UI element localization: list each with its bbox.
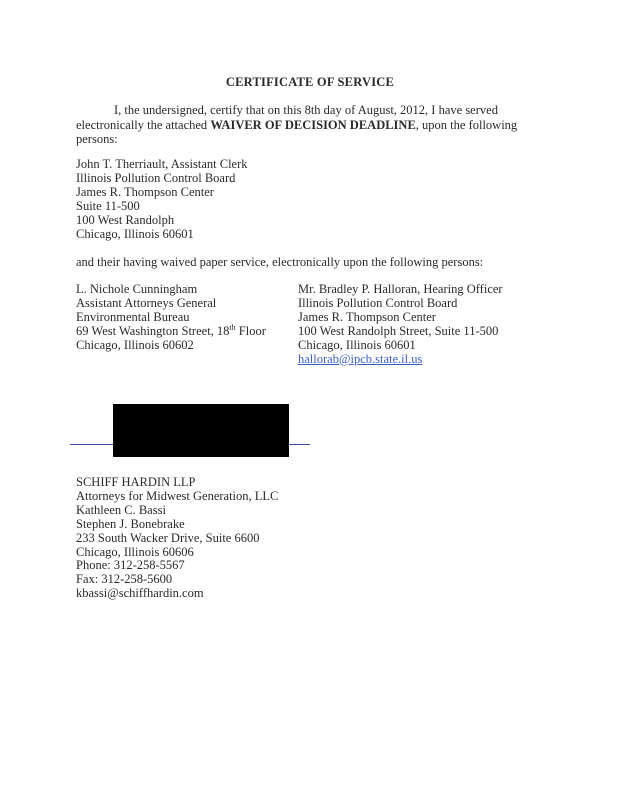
address-line: 100 West Randolph (76, 212, 175, 227)
right-recipient-address (298, 283, 503, 366)
address-line: Mr. Bradley P. Halloran, Hearing Officer (298, 282, 503, 296)
firm-name: SCHIFF HARDIN LLP (76, 475, 196, 489)
firm-email: kbassi@schiffhardin.com (76, 586, 204, 601)
primary-recipient-address (76, 158, 248, 241)
left-recipient-address (76, 283, 266, 353)
address-line: Illinois Pollution Control Board (76, 170, 236, 185)
address-line: Illinois Pollution Control Board (298, 295, 458, 310)
floor-text: Floor (235, 323, 266, 338)
attorney-name: Kathleen C. Bassi (76, 502, 166, 517)
address-line: James R. Thompson Center (298, 309, 436, 324)
certification-text-start: I, the undersigned, certify that on this 8th day of August, 2012, I have served electronically the attached (76, 103, 498, 132)
address-line: Chicago, Illinois 60606 (76, 544, 194, 559)
document-name: WAIVER OF DECISION DEADLINE (210, 117, 416, 132)
address-line: Chicago, Illinois 60601 (298, 337, 416, 352)
fax-number: Fax: 312-258-5600 (76, 572, 173, 587)
address-line: 233 South Wacker Drive, Suite 6600 (76, 530, 260, 545)
firm-role: Attorneys for Midwest Generation, LLC (76, 488, 279, 503)
waived-service-statement: and their having waived paper service, electronically upon the following persons: (76, 255, 484, 269)
address-line: Environmental Bureau (76, 309, 190, 324)
address-line (76, 322, 266, 339)
certification-paragraph (76, 103, 526, 147)
redacted-signature (113, 404, 289, 457)
address-line: 100 West Randolph Street, Suite 11-500 (298, 323, 499, 338)
email-link[interactable]: hallorab@ipcb.state.il.us (298, 351, 423, 366)
address-line: Assistant Attorneys General (76, 295, 217, 310)
document-title: CERTIFICATE OF SERVICE (225, 75, 395, 89)
attorney-name: Stephen J. Bonebrake (76, 516, 185, 531)
ordinal-suffix: th (229, 322, 236, 332)
law-firm-block (76, 476, 278, 601)
address-line: John T. Therriault, Assistant Clerk (76, 157, 248, 171)
address-line: James R. Thompson Center (76, 184, 214, 199)
certification-text-end: , upon the following persons: (76, 117, 518, 146)
street-text: 69 West Washington Street, 18 (76, 323, 230, 338)
address-line: Chicago, Illinois 60602 (76, 337, 194, 352)
address-line: L. Nichole Cunningham (76, 282, 198, 296)
phone-number: Phone: 312-258-5567 (76, 558, 185, 573)
address-line: Chicago, Illinois 60601 (76, 226, 194, 241)
address-line: Suite 11-500 (76, 198, 140, 213)
